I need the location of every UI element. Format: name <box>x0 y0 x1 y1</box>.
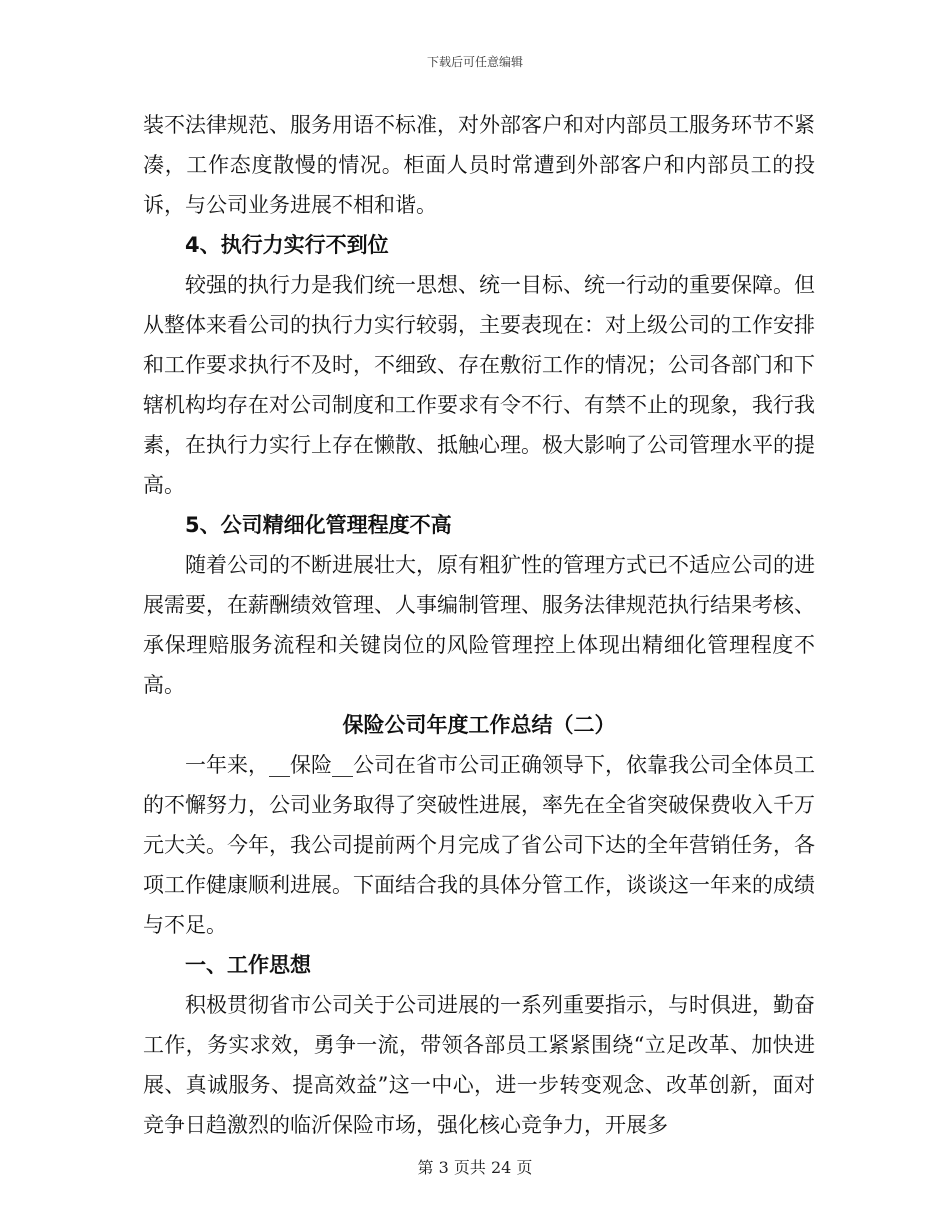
paragraph-year-summary: 一年来，__保险__公司在省市公司正确领导下，依靠我公司全体员工的不懈努力，公司业务取得了突破性进展，率先在全省突破保费收入千万元大关。今年，我公司提前两个月完成了省公司下达的全年营销任务，各项工作健康顺利进展。下面结合我的具体分管工作，谈谈这一年来的成绩与不足。 <box>143 753 815 937</box>
page-header: 下载后可任意编辑 <box>426 55 523 69</box>
document-body <box>143 105 815 1145</box>
paragraph-management: 随着公司的不断进展壮大，原有粗犷性的管理方式已不适应公司的进展需要，在薪酬绩效管理、人事编制管理、服务法律规范执行结果考核、承保理赔服务流程和关键岗位的风险管理控上体现出精细化管理程度不高。 <box>143 553 815 697</box>
paragraph-work-thought: 积极贯彻省市公司关于公司进展的一系列重要指示，与时俱进，勤奋工作，务实求效，勇争一流，带领各部员工紧紧围绕“立足改革、加快进展、真诚服务、提高效益”这一中心，进一步转变观念、改革创新，面对竞争日趋激烈的临沂保险市场，强化核心竞争力，开展多 <box>143 993 815 1137</box>
section-heading-5: 5、公司精细化管理程度不高 <box>185 513 452 537</box>
page-footer: 第 3 页共 24 页 <box>417 1158 533 1177</box>
paragraph-execution: 较强的执行力是我们统一思想、统一目标、统一行动的重要保障。但从整体来看公司的执行力实行较弱，主要表现在：对上级公司的工作安排和工作要求执行不及时，不细致、存在敷衍工作的情况；公司各部门和下辖机构均存在对公司制度和工作要求有令不行、有禁不止的现象，我行我素，在执行力实行上存在懒散、抵触心理。极大影响了公司管理水平的提高。 <box>143 273 815 497</box>
paragraph-continued: 装不法律规范、服务用语不标准，对外部客户和对内部员工服务环节不紧凑，工作态度散慢的情况。柜面人员时常遭到外部客户和内部员工的投诉，与公司业务进展不相和谐。 <box>143 113 815 217</box>
section-heading-work-thought: 一、工作思想 <box>185 953 311 977</box>
document-title-2: 保险公司年度工作总结（二） <box>342 713 616 737</box>
section-heading-4: 4、执行力实行不到位 <box>185 233 389 257</box>
